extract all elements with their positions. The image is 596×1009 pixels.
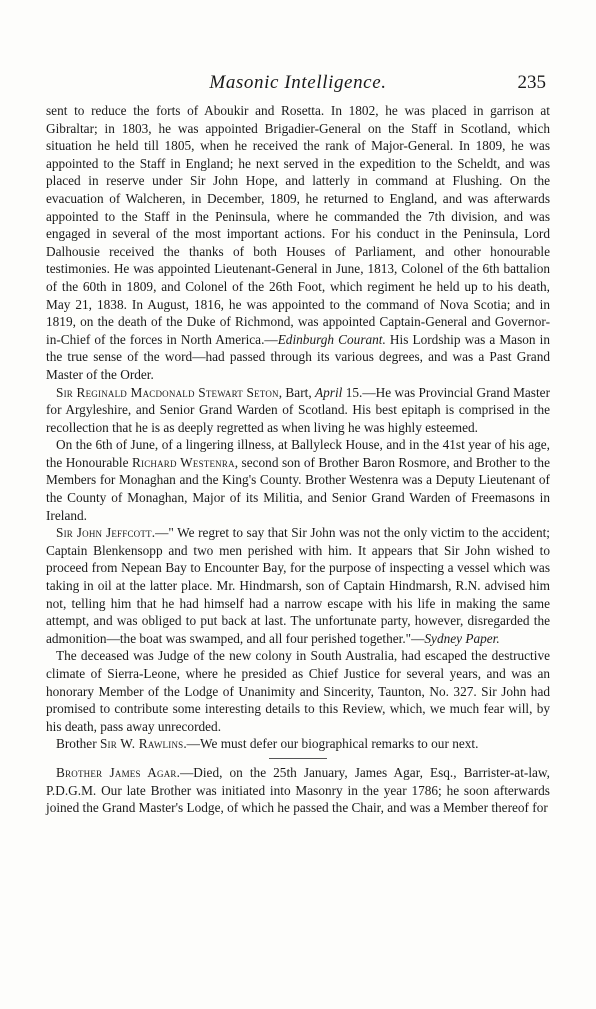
paragraph-text: , second son of Brother Baron Rosmore, and Brother to the Members for Monaghan and the King's County. Brother Westenra was a Deputy Lieutenant of the County of Monaghan, Major of its Militia, and Senior Grand Warden of Freemasons in Ireland. — [46, 454, 550, 523]
paragraph-seton — [46, 384, 550, 437]
obituary-name: Brother James Agar — [56, 764, 177, 780]
paragraph-agar — [46, 764, 550, 817]
paragraph-rawlins — [46, 735, 550, 753]
source-citation: Sydney Paper. — [424, 630, 500, 646]
obituary-name: Sir John Jeffcott — [56, 525, 152, 541]
obituary-name: Sir Reginald Macdonald Stewart Seton — [56, 384, 279, 400]
paragraph-text: The deceased was Judge of the new colony in South Australia, had escaped the destructive climate of Sierra-Leone, where he presided as Chief Justice for several years, and was an honorary Member of the Lodge of Unanimity and Sincerity, Taunton, No. 327. Sir John had promised to contribute some interesting details to this Review, which, we much fear will, by his death, pass away unrecorded. — [46, 648, 550, 734]
obituary-date: April — [315, 384, 343, 400]
paragraph-jeffcott-continued — [46, 647, 550, 735]
paragraph-text: .—" We regret to say that Sir John was not the only victim to the accident; Captain Blenkensopp and two men perished with him. It appears that Sir John wished to proceed from Nepean Bay to Encounter Bay, for the purpose of inspecting a vessel which was taking in oil at the latter place. Mr. Hindmarsh, son of Captain Hindmarsh, R.N. advised him not, telling him that he had himself had a narrow escape with his life in making the same attempt, and was obliged to put back at last. The unfortunate party, however, disregarded the admonition—the boat was swamped, and all four perished together."— — [46, 525, 550, 646]
source-citation: Edinburgh Courant. — [277, 331, 386, 347]
paragraph-dalhousie — [46, 102, 550, 384]
paragraph-text: , Bart, — [278, 384, 315, 400]
obituary-name: Sir W. Rawlins — [99, 736, 184, 752]
paragraph-text: 15.—He was Provincial Grand Master for Argyleshire, and Senior Grand Warden of Scotland. His best epitaph is comprised in the recollection that he is as deeply regretted as when living he was highly esteemed. — [46, 384, 550, 435]
section-divider — [269, 758, 327, 759]
paragraph-westenra — [46, 436, 550, 524]
running-head-title: Masonic Intelligence. — [209, 72, 387, 93]
obituary-name: Richard Westenra — [131, 454, 235, 470]
paragraph-text: Brother — [56, 736, 100, 752]
article-body — [46, 102, 550, 817]
page-number: 235 — [517, 72, 546, 93]
paragraph-text: .—We must defer our biographical remarks to our next. — [183, 736, 479, 752]
running-head — [46, 72, 550, 96]
paragraph-text: .—Died, on the 25th January, James Agar, Esq., Barrister-at-law, P.D.G.M. Our late Brother was initiated into Masonry in the year 1786; he soon afterwards joined the Grand Master's Lodge, of which he passed the Chair, and was a Member thereof for — [46, 764, 550, 816]
paragraph-jeffcott — [46, 524, 550, 647]
paragraph-text: His Lordship was a Mason in the true sense of the word—had passed through its various degrees, and was a Past Grand Master of the Order. — [46, 331, 550, 382]
paragraph-text: sent to reduce the forts of Aboukir and Rosetta. In 1802, he was placed in garrison at Gibraltar; in 1803, he was appointed Brigadier-General on the Staff in Scotland, which situation he held till 1805, when he received the rank of Major-General. In 1809, he was appointed to the Staff in England; he next served in the expedition to the Scheldt, and was placed in reserve under Sir John Hope, and latterly in command at Flushing. On the evacuation of Walcheren, in December, 1809, he returned to England, and was afterwards appointed to the Staff in the Peninsula, where he commanded the 7th division, and was engaged in several of the most important actions. For his conduct in the Peninsula, Lord Dalhousie received the thanks of both Houses of Parliament, and other honourable testimonies. He was appointed Lieutenant-General in June, 1813, Colonel of the 6th battalion of the 60th in 1809, and Colonel of the 26th Foot, which regiment he held up to his death, May 21, 1838. In August, 1816, he was appointed to the command of Nova Scotia; and in 1819, on the death of the Duke of Richmond, was appointed Captain-General and Governor-in-Chief of the forces in North America.— — [46, 103, 550, 347]
paragraph-text: On the 6th of June, of a lingering illness, at Ballyleck House, and in the 41st year of his age, the Honourable — [46, 437, 550, 470]
